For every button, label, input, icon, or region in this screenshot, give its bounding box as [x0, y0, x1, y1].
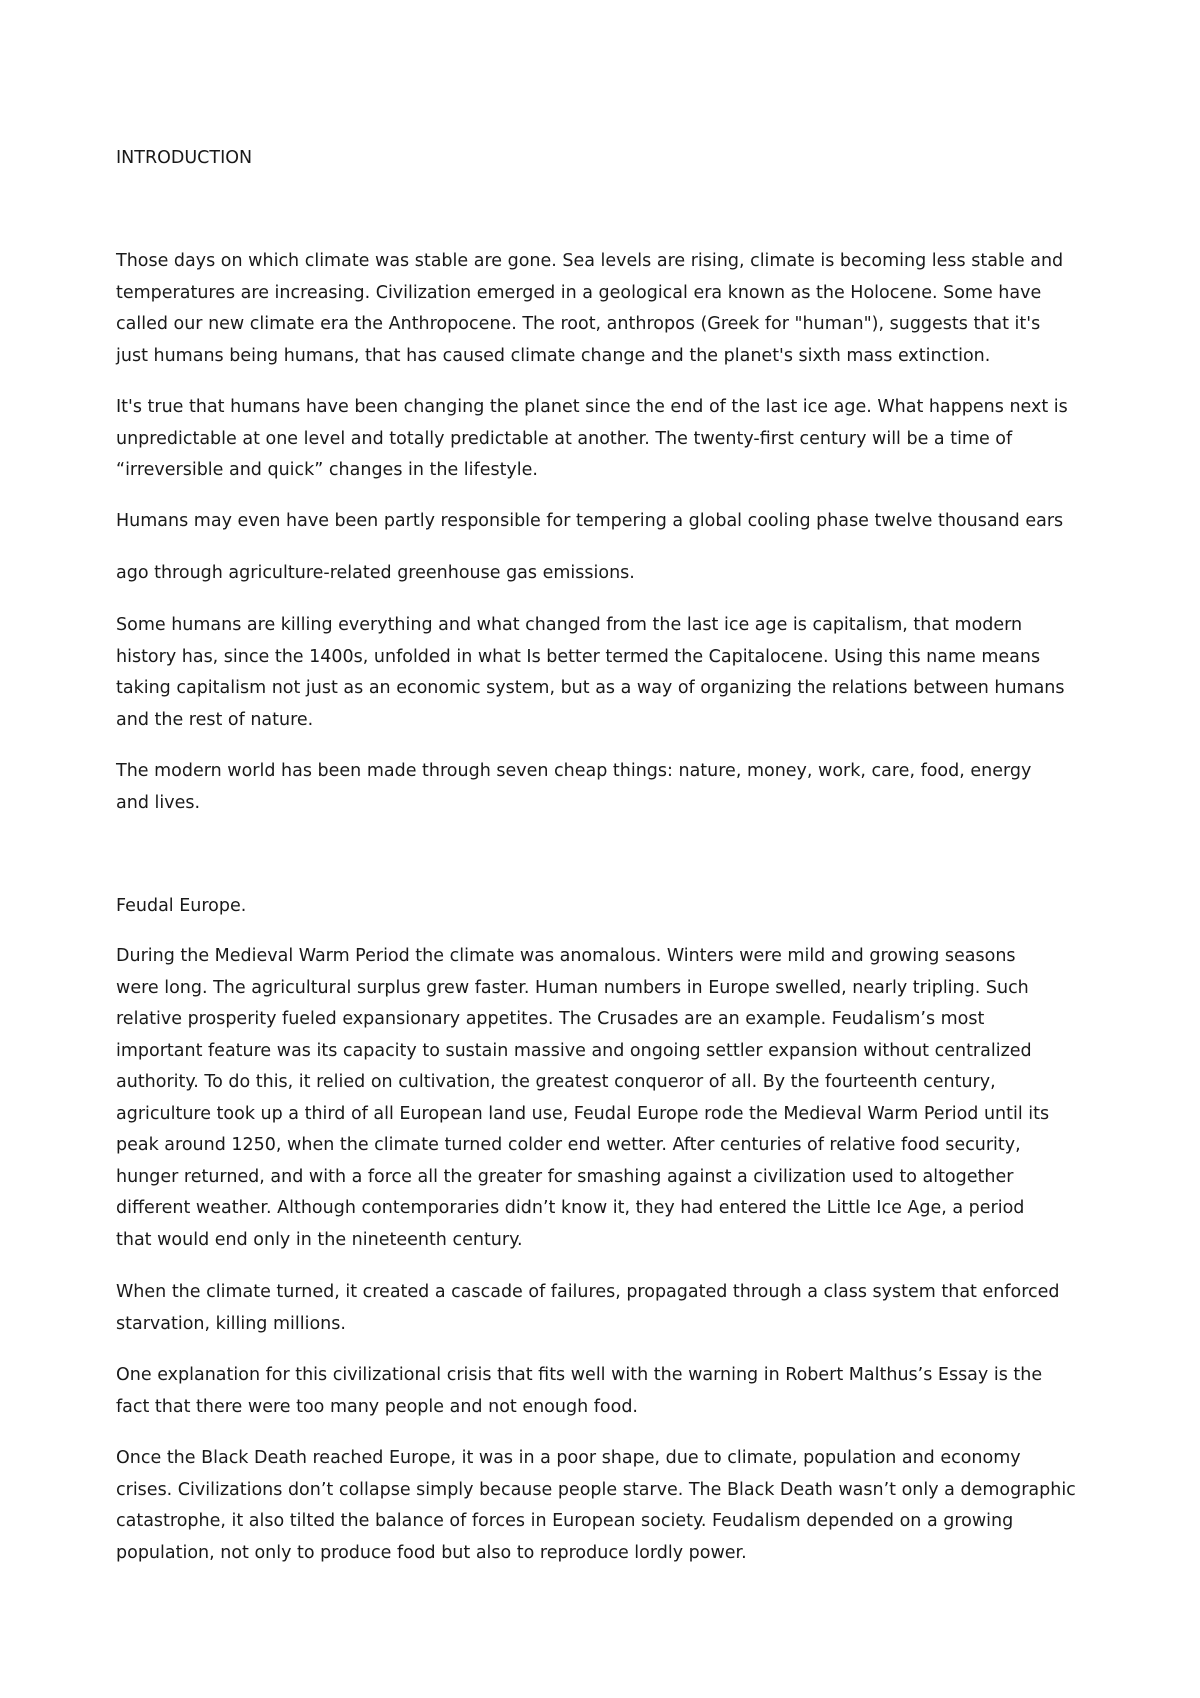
text-line: authority. To do this, it relied on cultivation, the greatest conqueror of all. By the fourteenth century,: [116, 1072, 996, 1092]
section-heading-feudal-europe: Feudal Europe.: [116, 896, 247, 916]
text-line: When the climate turned, it created a cascade of failures, propagated through a class system that enforced: [116, 1282, 1060, 1302]
paragraph: [116, 392, 1106, 487]
text-line: agriculture took up a third of all European land use, Feudal Europe rode the Medieval Warm Period until its: [116, 1103, 1050, 1124]
text-line: ago through agriculture-related greenhouse gas emissions.: [116, 563, 635, 583]
text-line: It's true that humans have been changing the planet since the end of the last ice age. What happens next is: [116, 397, 1068, 417]
text-line: called our new climate era the Anthropocene. The root, anthropos (Greek for "human"), suggests that it's: [116, 314, 1041, 334]
text-line: crises. Civilizations don’t collapse simply because people starve. The Black Death wasn’t only a demographic: [116, 1479, 1076, 1500]
text-line: fact that there were too many people and not enough food.: [116, 1396, 638, 1417]
paragraph: [116, 506, 1106, 538]
text-line: Some humans are killing everything and what changed from the last ice age is capitalism, that modern: [116, 615, 1023, 635]
text-line: temperatures are increasing. Civilization emerged in a geological era known as the Holocene. Some have: [116, 282, 1042, 303]
text-line: that would end only in the nineteenth century.: [116, 1229, 523, 1250]
text-line: and lives.: [116, 792, 201, 813]
paragraph: [116, 558, 1106, 590]
text-line: just humans being humans, that has caused climate change and the planet's sixth mass extinction.: [116, 345, 991, 366]
text-line: different weather. Although contemporaries didn’t know it, they had entered the Little Ice Age, a period: [116, 1198, 1025, 1218]
paragraph: [116, 610, 1106, 736]
text-line: Those days on which climate was stable are gone. Sea levels are rising, climate is becoming less stable and: [116, 251, 1064, 271]
paragraph: [116, 1443, 1106, 1569]
text-line: Once the Black Death reached Europe, it was in a poor shape, due to climate, population and economy: [116, 1448, 1021, 1468]
text-line: Humans may even have been partly responsible for tempering a global cooling phase twelve thousand ears: [116, 511, 1064, 531]
text-line: During the Medieval Warm Period the climate was anomalous. Winters were mild and growing seasons: [116, 946, 1016, 966]
paragraph: [116, 1277, 1106, 1340]
paragraph: [116, 246, 1106, 372]
text-line: population, not only to produce food but also to reproduce lordly power.: [116, 1542, 747, 1563]
text-line: starvation, killing millions.: [116, 1313, 346, 1334]
text-line: and the rest of nature.: [116, 709, 314, 730]
text-line: peak around 1250, when the climate turned colder end wetter. After centuries of relative food security,: [116, 1135, 1021, 1155]
text-line: catastrophe, it also tilted the balance of forces in European society. Feudalism depended on a growing: [116, 1511, 1014, 1531]
text-line: were long. The agricultural surplus grew faster. Human numbers in Europe swelled, nearly tripling. Such: [116, 977, 1029, 998]
text-line: hunger returned, and with a force all the greater for smashing against a civilization used to altogether: [116, 1166, 1014, 1187]
text-line: “irreversible and quick” changes in the lifestyle.: [116, 460, 538, 480]
paragraph: [116, 1360, 1106, 1423]
text-line: history has, since the 1400s, unfolded in what Is better termed the Capitalocene. Using this name means: [116, 646, 1041, 667]
text-line: One explanation for this civilizational crisis that fits well with the warning in Robert Malthus’s Essay is the: [116, 1365, 1043, 1385]
paragraph: [116, 941, 1106, 1256]
text-line: relative prosperity fueled expansionary appetites. The Crusades are an example. Feudalism’s most: [116, 1009, 985, 1029]
section-heading-introduction: INTRODUCTION: [116, 148, 253, 168]
text-line: unpredictable at one level and totally predictable at another. The twenty-first century will be a time of: [116, 428, 1013, 449]
text-line: important feature was its capacity to sustain massive and ongoing settler expansion without centralized: [116, 1040, 1032, 1061]
text-line: The modern world has been made through seven cheap things: nature, money, work, care, food, energy: [116, 761, 1032, 781]
text-line: taking capitalism not just as an economic system, but as a way of organizing the relations between humans: [116, 678, 1065, 698]
paragraph: [116, 756, 1106, 819]
